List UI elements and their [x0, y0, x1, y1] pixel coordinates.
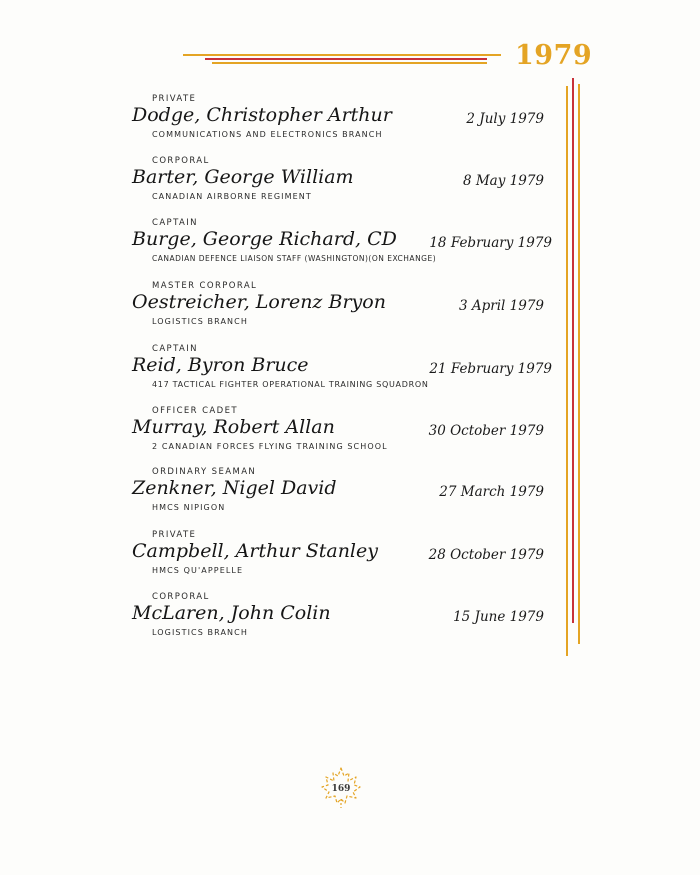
year-heading: 1979	[515, 40, 593, 71]
person-name: Zenkner, Nigel David	[132, 477, 337, 499]
memorial-entry	[132, 218, 552, 278]
rank-label: CORPORAL	[152, 156, 210, 166]
death-date: 21 February 1979	[429, 361, 552, 377]
person-name: Barter, George William	[132, 166, 354, 188]
memorial-entry	[132, 406, 552, 466]
person-name: Oestreicher, Lorenz Bryon	[132, 291, 386, 313]
vertical-rule-gold-right	[578, 84, 580, 644]
header-rule-red	[205, 58, 487, 60]
memorial-entry	[132, 94, 552, 154]
memorial-entry	[132, 467, 552, 527]
person-name: Murray, Robert Allan	[132, 416, 335, 438]
death-date: 30 October 1979	[428, 423, 544, 439]
unit-label: CANADIAN DEFENCE LIAISON STAFF (WASHINGTON)(ON EXCHANGE)	[152, 254, 437, 263]
unit-label: 417 TACTICAL FIGHTER OPERATIONAL TRAINING SQUADRON	[152, 380, 429, 389]
page-number: 169	[331, 784, 351, 794]
death-date: 3 April 1979	[458, 298, 544, 314]
death-date: 8 May 1979	[462, 173, 544, 189]
memorial-entry	[132, 530, 552, 590]
person-name: Campbell, Arthur Stanley	[132, 540, 378, 562]
unit-label: CANADIAN AIRBORNE REGIMENT	[152, 192, 312, 201]
person-name: McLaren, John Colin	[132, 602, 331, 624]
death-date: 15 June 1979	[453, 609, 544, 625]
rank-label: CAPTAIN	[152, 344, 198, 354]
memorial-entry	[132, 156, 552, 216]
unit-label: COMMUNICATIONS AND ELECTRONICS BRANCH	[152, 130, 383, 139]
rank-label: CORPORAL	[152, 592, 210, 602]
unit-label: LOGISTICS BRANCH	[152, 317, 248, 326]
person-name: Reid, Byron Bruce	[132, 354, 309, 376]
vertical-rule-red	[572, 78, 574, 623]
header-rule-gold-bottom	[212, 62, 487, 64]
rank-label: ORDINARY SEAMAN	[152, 467, 257, 477]
memorial-entry	[132, 592, 552, 652]
unit-label: LOGISTICS BRANCH	[152, 628, 248, 637]
rank-label: PRIVATE	[152, 94, 197, 104]
rank-label: CAPTAIN	[152, 218, 198, 228]
rank-label: MASTER CORPORAL	[152, 281, 258, 291]
person-name: Burge, George Richard, CD	[132, 228, 397, 250]
unit-label: HMCS QU'APPELLE	[152, 566, 244, 575]
death-date: 18 February 1979	[429, 235, 552, 251]
memorial-entry	[132, 344, 552, 404]
header-rule-gold-top	[183, 54, 501, 56]
death-date: 28 October 1979	[428, 547, 544, 563]
unit-label: 2 CANADIAN FORCES FLYING TRAINING SCHOOL	[152, 442, 388, 451]
death-date: 27 March 1979	[439, 484, 544, 500]
unit-label: HMCS NIPIGON	[152, 503, 226, 512]
memorial-entry	[132, 281, 552, 341]
vertical-rule-gold-left	[566, 86, 568, 656]
rank-label: PRIVATE	[152, 530, 197, 540]
person-name: Dodge, Christopher Arthur	[132, 104, 392, 126]
rank-label: OFFICER CADET	[152, 406, 238, 416]
death-date: 2 July 1979	[466, 111, 544, 127]
